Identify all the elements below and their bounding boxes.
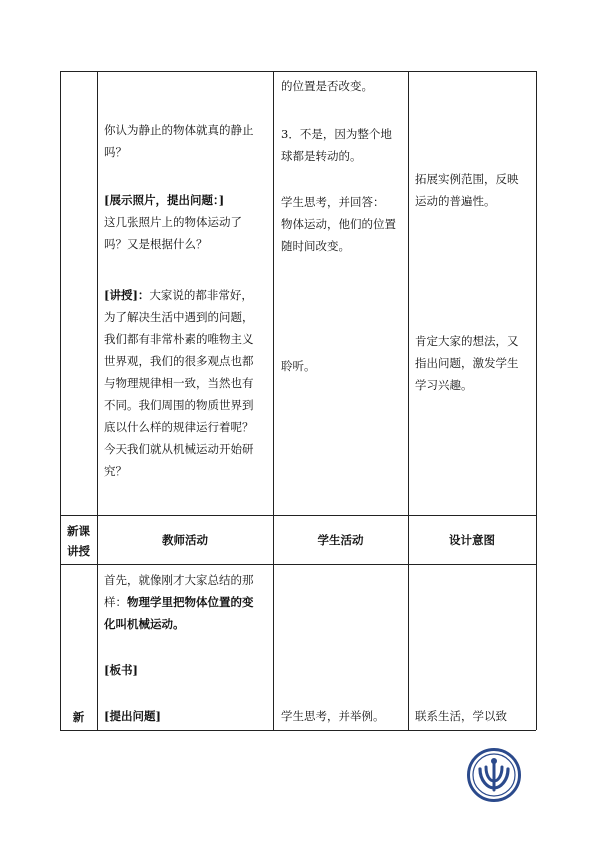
school-emblem-icon	[466, 747, 522, 803]
student-text: 3．不是，因为整个地	[281, 127, 392, 141]
intent-text: 学习兴趣。	[415, 378, 473, 392]
definition-text: 物理学里把物体位置的变	[127, 595, 254, 609]
intent-text: 运动的普遍性。	[415, 194, 496, 208]
teacher-text: 底以什么样的规律运行着呢？	[104, 420, 254, 434]
rule-right	[536, 71, 537, 730]
teacher-text: 这几张照片上的物体运动了	[104, 215, 242, 229]
teacher-lecture-line	[104, 284, 253, 306]
student-text: 学生思考，并举例。	[281, 709, 385, 723]
teacher-text: 究？	[104, 464, 127, 478]
intent-text: 指出问题，激发学生	[415, 356, 519, 370]
student-text: 的位置是否改变。	[281, 79, 373, 93]
teacher-text: 不同。我们周围的物质世界到	[104, 398, 254, 412]
teacher-text: 大家说的都非常好，	[149, 288, 253, 302]
teacher-text: 世界观，我们的很多观点也都	[104, 354, 254, 368]
intent-text: 联系生活，学以致	[415, 709, 507, 723]
teacher-heading: [板书]	[104, 663, 138, 677]
student-text: 聆听。	[281, 359, 316, 373]
student-text: 物体运动，他们的位置	[281, 217, 396, 231]
rule-col3	[408, 71, 409, 730]
section-label: 新	[72, 710, 85, 724]
rule-bottom	[60, 730, 536, 731]
teacher-text: 吗？	[104, 145, 127, 159]
column-header-student: 学生活动	[317, 533, 364, 547]
section-label: 讲授	[67, 544, 90, 558]
intent-text: 肯定大家的想法，又	[415, 334, 519, 348]
teacher-text: 你认为静止的物体就真的静止	[104, 123, 254, 137]
teacher-text: 我们都有非常朴素的唯物主义	[104, 332, 254, 346]
rule-header-bottom	[60, 564, 536, 565]
rule-left	[60, 71, 61, 730]
teacher-text: 样：	[104, 595, 127, 609]
rule-col1	[97, 71, 98, 730]
teacher-text: 为了解决生活中遇到的问题，	[104, 310, 254, 324]
definition-text: 化叫机械运动。	[104, 617, 185, 631]
teacher-heading: [提出问题]	[104, 709, 161, 723]
teacher-text: 吗？又是根据什么？	[104, 237, 208, 251]
teacher-text: 与物理规律相一致，当然也有	[104, 376, 254, 390]
rule-col2	[273, 71, 274, 730]
section-label: 新课	[67, 524, 90, 538]
intent-text: 拓展实例范围，反映	[415, 172, 519, 186]
teacher-text: 今天我们就从机械运动开始研	[104, 442, 254, 456]
teacher-text: 首先，就像刚才大家总结的那	[104, 573, 254, 587]
teacher-heading: [讲授]：	[104, 288, 150, 302]
student-text: 球都是转动的。	[281, 149, 362, 163]
rule-top	[60, 71, 536, 72]
teacher-heading: [展示照片，提出问题：]	[104, 193, 225, 207]
rule-header-top	[60, 515, 536, 516]
column-header-teacher: 教师活动	[162, 533, 208, 547]
column-header-intent: 设计意图	[449, 533, 495, 547]
student-text: 随时间改变。	[281, 239, 350, 253]
student-text: 学生思考，并回答：	[281, 195, 385, 209]
teacher-definition-line	[104, 591, 254, 613]
